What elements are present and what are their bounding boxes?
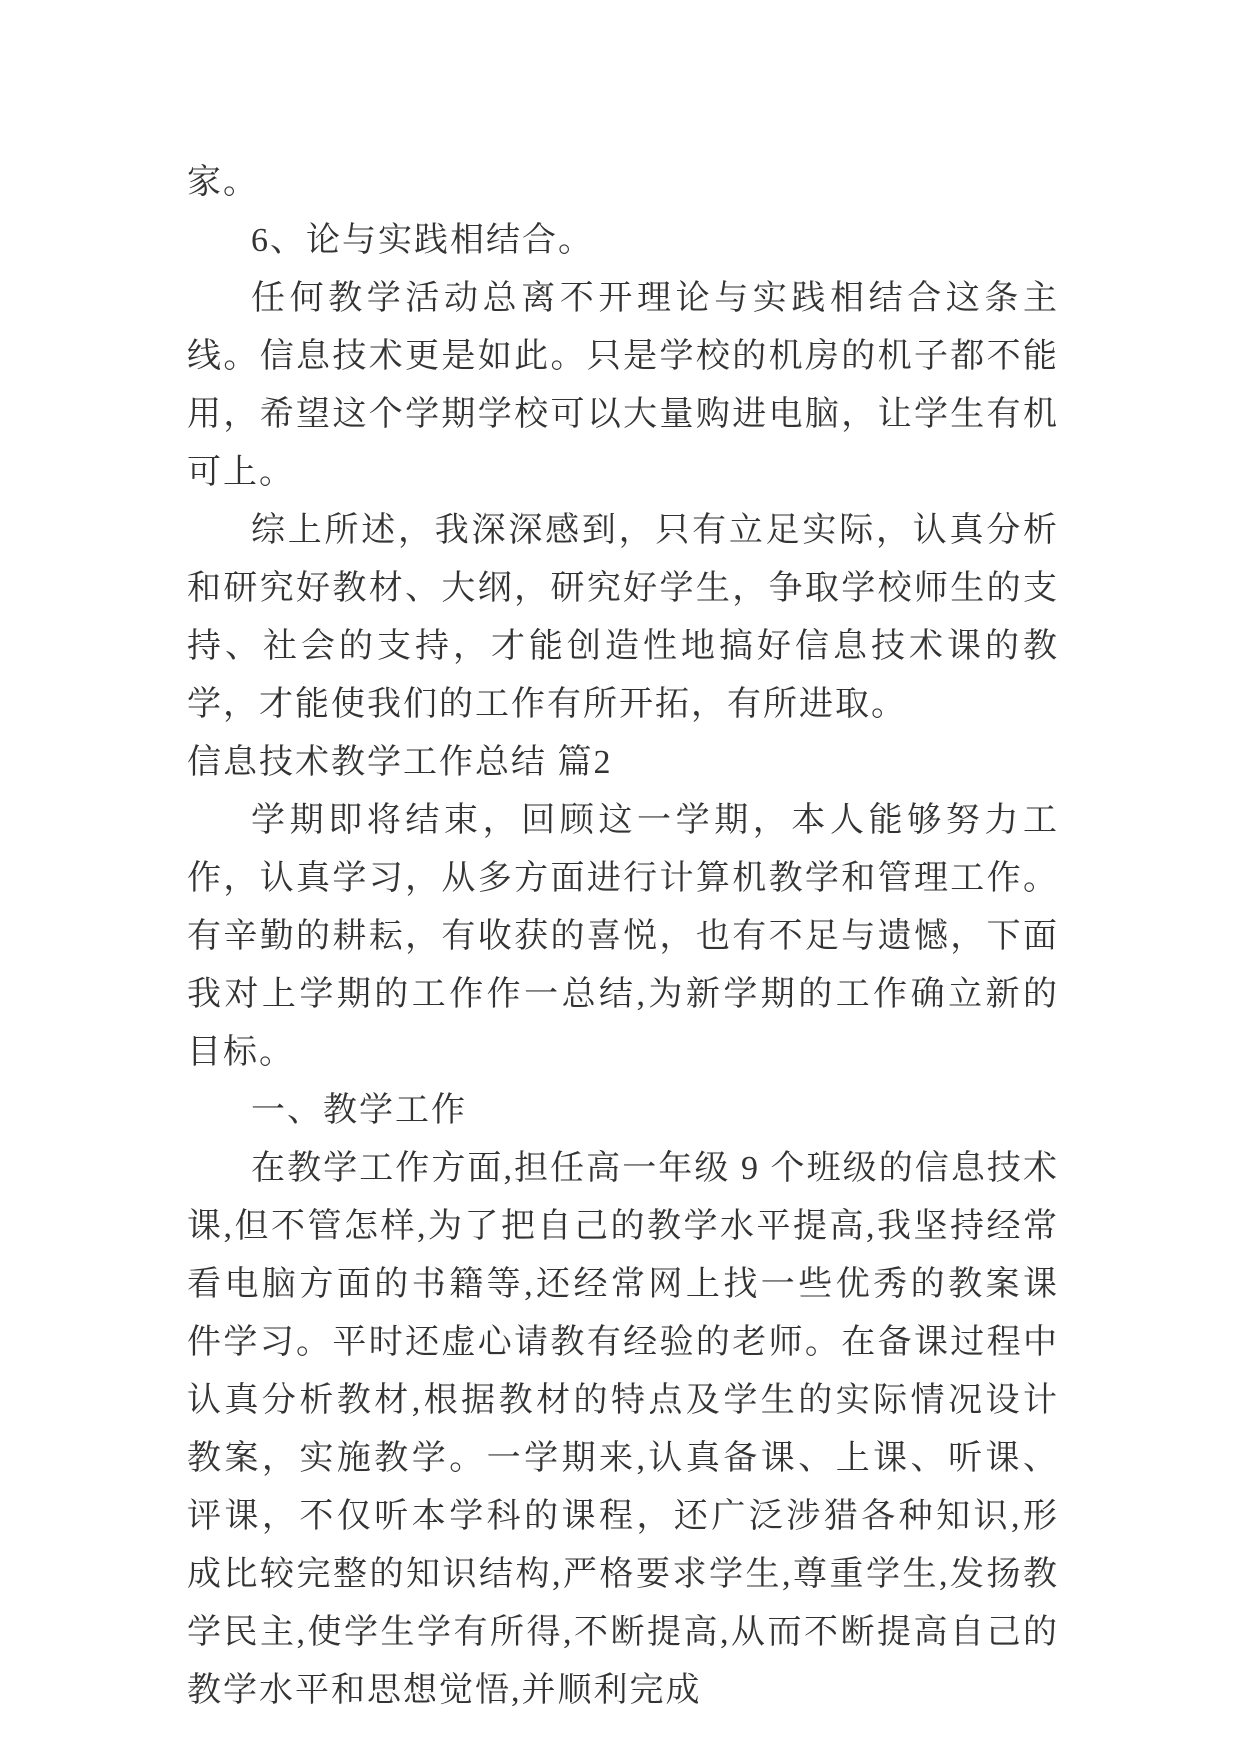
document-body	[187, 154, 1059, 1720]
paragraph: 学期即将结束，回顾这一学期，本人能够努力工作，认真学习，从多方面进行计算机教学和管理工作。有辛勤的耕耘，有收获的喜悦，也有不足与遗憾，下面我对上学期的工作作一总结,为新学期的工作确立新的目标。	[187, 802, 1059, 1071]
paragraph: 任何教学活动总离不开理论与实践相结合这条主线。信息技术更是如此。只是学校的机房的机子都不能用，希望这个学期学校可以大量购进电脑，让学生有机可上。	[187, 280, 1059, 491]
section-heading: 信息技术教学工作总结 篇2	[187, 744, 613, 781]
list-item: 6、论与实践相结合。	[251, 222, 594, 259]
sub-heading: 一、教学工作	[251, 1092, 467, 1129]
paragraph-continuation: 家。	[187, 164, 259, 201]
paragraph: 综上所述，我深深感到，只有立足实际，认真分析和研究好教材、大纲，研究好学生，争取学校师生的支持、社会的支持，才能创造性地搞好信息技术课的教学，才能使我们的工作有所开拓，有所进取。	[187, 512, 1059, 723]
paragraph: 在教学工作方面,担任高一年级 9 个班级的信息技术课,但不管怎样,为了把自己的教学水平提高,我坚持经常看电脑方面的书籍等,还经常网上找一些优秀的教案课件学习。平时还虚心请教有经验的老师。在备课过程中认真分析教材,根据教材的特点及学生的实际情况设计教案，实施教学。一学期来,认真备课、上课、听课、评课，不仅听本学科的课程，还广泛涉猎各种知识,形成比较完整的知识结构,严格要求学生,尊重学生,发扬教学民主,使学生学有所得,不断提高,从而不断提高自己的教学水平和思想觉悟,并顺利完成	[187, 1150, 1059, 1709]
